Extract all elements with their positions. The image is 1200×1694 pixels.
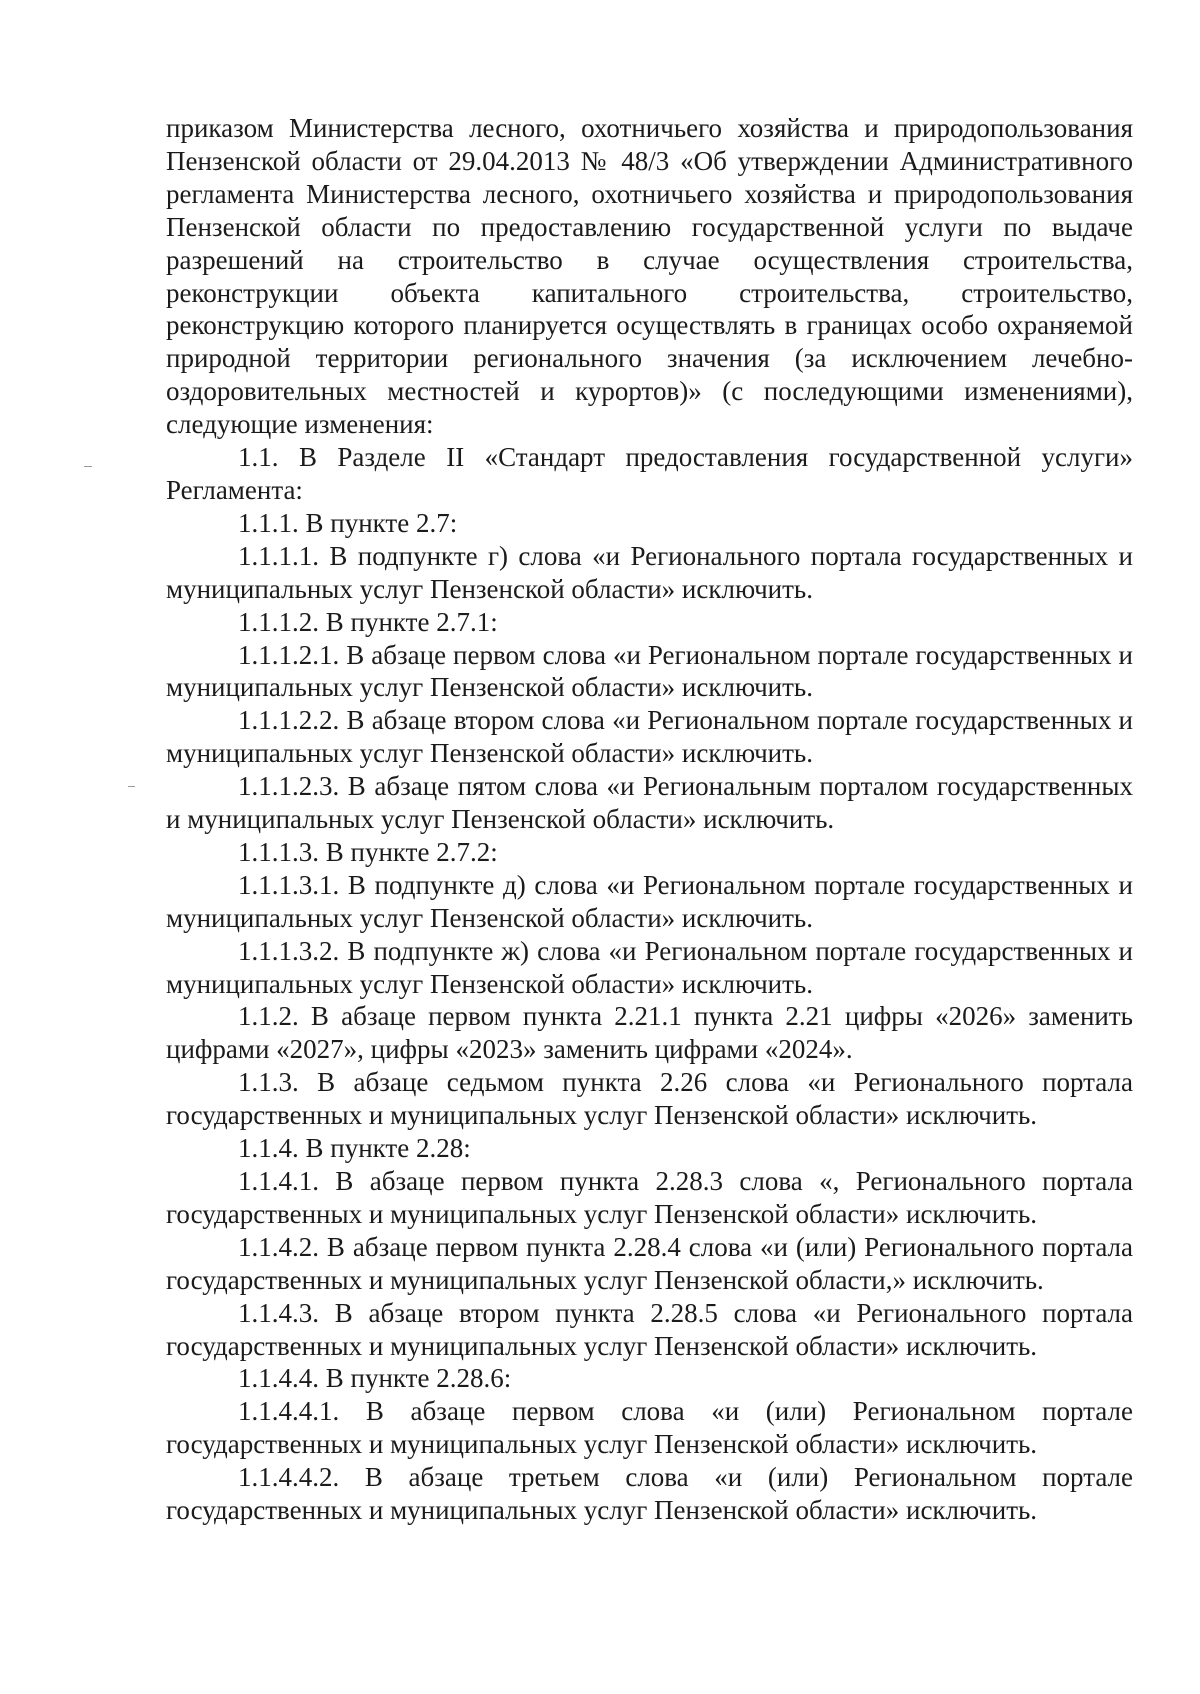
clause-1-1-1-2-2: 1.1.1.2.2. В абзаце втором слова «и Региональном портале государственных и муниципальных услуг Пензенской области» исключить.	[166, 705, 1133, 769]
clause-1-1-1-1: 1.1.1.1. В подпункте г) слова «и Регионального портала государственных и муниципальных услуг Пензенской области» исключить.	[166, 540, 1133, 604]
clause-1-1-1: 1.1.1. В пункте 2.7:	[238, 507, 458, 538]
clause-1-1-1-3-1: 1.1.1.3.1. В подпункте д) слова «и Региональном портале государственных и муниципальных услуг Пензенской области» исключить.	[166, 869, 1133, 933]
clause-1-1-4-4-1: 1.1.4.4.1. В абзаце первом слова «и (или) Региональном портале государственных и муниципальных услуг Пензенской области» исключить.	[166, 1396, 1133, 1460]
clause-1-1-4-3: 1.1.4.3. В абзаце втором пункта 2.28.5 слова «и Регионального портала государственных и муниципальных услуг Пензенской области» исключить.	[166, 1297, 1133, 1361]
clause-1-1-1-2-1: 1.1.1.2.1. В абзаце первом слова «и Региональном портале государственных и муниципальных услуг Пензенской области» исключить.	[166, 639, 1133, 703]
clause-1-1-2: 1.1.2. В абзаце первом пункта 2.21.1 пункта 2.21 цифры «2026» заменить цифрами «2027», цифры «2023» заменить цифрами «2024».	[166, 1001, 1133, 1065]
clause-1-1-1-2: 1.1.1.2. В пункте 2.7.1:	[238, 606, 498, 637]
clause-1-1-3: 1.1.3. В абзаце седьмом пункта 2.26 слова «и Регионального портала государственных и муниципальных услуг Пензенской области» исключить.	[166, 1067, 1133, 1131]
clause-1-1-4: 1.1.4. В пункте 2.28:	[238, 1133, 471, 1164]
clause-1-1: 1.1. В Разделе II «Стандарт предоставления государственной услуги» Регламента:	[166, 442, 1133, 505]
clause-1-1-4-1: 1.1.4.1. В абзаце первом пункта 2.28.3 слова «, Регионального портала государственных и муниципальных услуг Пензенской области» исключить.	[166, 1166, 1133, 1229]
clause-1-1-1-3-2: 1.1.1.3.2. В подпункте ж) слова «и Региональном портале государственных и муниципальных услуг Пензенской области» исключить.	[166, 935, 1133, 999]
clause-1-1-4-4-2: 1.1.4.4.2. В абзаце третьем слова «и (или) Региональном портале государственных и муниципальных услуг Пензенской области» исключить.	[166, 1462, 1133, 1526]
intro-paragraph: приказом Министерства лесного, охотничьего хозяйства и природопользования Пензенской области от 29.04.2013 № 48/3 «Об утверждении Административного регламента Министерства лесного, охотничьего хозяйства и природопользования Пензенской области по предоставлению государственной услуги по выдаче разрешений на строительство в случае осуществления строительства, реконструкции объекта капитального строительства, строительство, реконструкцию которого планируется осуществлять в границах особо охраняемой природной территории регионального значения (за исключением лечебно-оздоровительных местностей и курортов)» (с последующими изменениями), следующие изменения:	[166, 113, 1133, 440]
clause-1-1-4-4: 1.1.4.4. В пункте 2.28.6:	[238, 1363, 512, 1394]
clause-1-1-1-3: 1.1.1.3. В пункте 2.7.2:	[238, 836, 498, 867]
scan-artifact-mark	[128, 786, 135, 787]
clause-1-1-1-2-3: 1.1.1.2.3. В абзаце пятом слова «и Региональным порталом государственных и муниципальных услуг Пензенской области» исключить.	[166, 771, 1133, 835]
clause-1-1-4-2: 1.1.4.2. В абзаце первом пункта 2.28.4 слова «и (или) Регионального портала государственных и муниципальных услуг Пензенской области,» исключить.	[166, 1231, 1133, 1295]
document-body	[166, 112, 1133, 1527]
scan-artifact-mark	[84, 466, 92, 467]
